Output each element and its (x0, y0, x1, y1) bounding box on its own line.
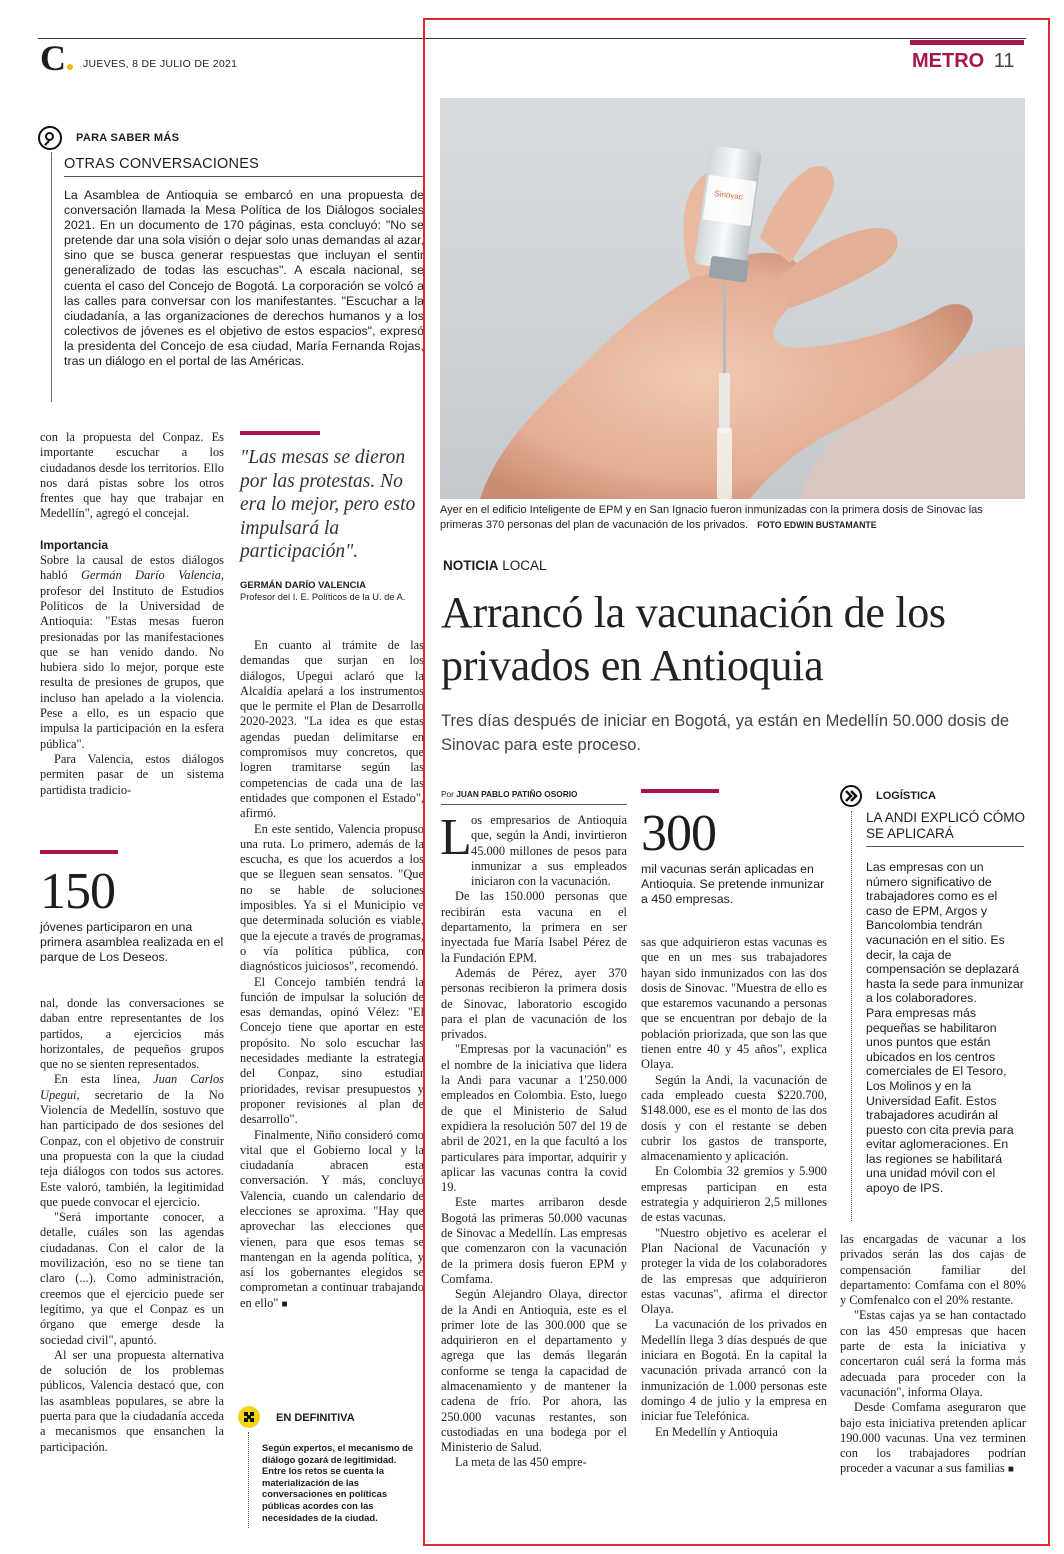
left-c2-p2: En este sentido, Valencia propuso una ruta. Lo primero, además de la escucha, es que los acuerdos a los que se lleguen sean sensatos. "Que no se hable de soluciones imposibles. Ya si el Municipio ve que determinada solución es viable, que la ejecute a través de programas, o vía política pública, con diagnósticos juiciosos", recomendó. (240, 821, 424, 974)
vaccine-photo-art (440, 98, 1025, 499)
article-kicker (443, 558, 547, 573)
logistica-text (866, 860, 1024, 1196)
article-p7: La meta de las 450 empre- (455, 1455, 587, 1470)
logo-letter: C (40, 38, 66, 78)
logistica-title: LA ANDI EXPLICÓ CÓMO SE APLICARÁ (866, 810, 1026, 841)
article-headline: Arrancó la vacunación de los privados en Antioquia (441, 588, 946, 690)
byline-name: JUAN PABLO PATIÑO OSORIO (456, 789, 578, 799)
photo-credit: FOTO EDWIN BUSTAMANTE (757, 519, 877, 530)
definitiva-kicker: EN DEFINITIVA (276, 1412, 355, 1424)
left-c2-p3: El Concejo también tendrá la función de impulsar la solución de esas demandas, opinó Vélez: "El Concejo tiene que aportar en este propósito. No solo escuchar las necesidades mediante la estrategia del Conpaz, sino estudiar prioridades, revisar presupuestos y proponer revisiones al plan de desarrollo". (240, 974, 424, 1127)
kicker-light: LOCAL (502, 558, 547, 573)
left-c1-p6: "Será importante conocer, a detalle, cuáles son las agendas ciudadanas. Con el calor de la movilización, eso no se tiene tan claro (...). Como administración, creemos que el ejercicio puede ser legítimo, ya que el Conpaz es un órgano que emerge desde la sociedad civil", apuntó. (40, 1210, 224, 1347)
stat-150-number: 150 (40, 863, 115, 920)
logistica-title-rule (866, 846, 1024, 847)
kicker-bold: NOTICIA (443, 558, 499, 573)
vaccine-photo (440, 98, 1025, 499)
double-chevron-icon (840, 785, 862, 807)
definitiva-box (238, 1406, 426, 1530)
stat-300-bar (641, 789, 719, 793)
article-c2-p6: En Medellín y Antioquia (655, 1424, 778, 1439)
article-p4: "Empresas por la vacunación" es el nombre de la iniciativa que lidera la Andi para vacunar a 1'250.000 empleados en Colombia. Esto, luego de que el Ministerio de Salud expidiera la resolución 507 del 19 de abril de 2021, en la que facultó a los particulares para importar, adquirir y aplicar las vacunas contra la covid 19. (441, 1042, 627, 1195)
logistica-rule (851, 811, 852, 1221)
left-column-1b (40, 996, 224, 1455)
header-date: JUEVES, 8 DE JULIO DE 2021 (83, 58, 238, 70)
definitiva-rule (248, 1432, 249, 1528)
article-p1: os empresarios de Antioquia que, según la Andi, invirtieron 45.000 millones de pesos para inmunizar a sus empleados iniciaron con la vacunación. (471, 813, 627, 889)
left-c1-p5 (40, 1072, 224, 1210)
dropcap: L (440, 809, 472, 866)
pull-quote: "Las mesas se dieron por las protestas. No era lo mejor, pero esto impulsará la participación". (240, 447, 416, 562)
end-mark-left: ■ (281, 1298, 288, 1310)
article-c3-p3-text: Desde Comfama aseguraron que bajo esta iniciativa pretenden aplicar 190.000 vacunas. Una vez terminen con los trabajadores podrían proceder a vacunar a sus familias (840, 1400, 1026, 1476)
byline-prefix: Por (441, 789, 454, 799)
left-c1-p2 (40, 553, 224, 752)
saber-kicker: PARA SABER MÁS (76, 132, 180, 144)
saber-box (38, 126, 426, 402)
left-c2-p4 (240, 1128, 424, 1313)
subhead-importancia: Importancia (40, 537, 109, 552)
logistica-kicker: LOGÍSTICA (876, 790, 936, 802)
article-c2-p4: "Nuestro objetivo es acelerar el Plan Nacional de Vacunación y proteger la vida de los colaboradores de las empresas que adquirieron estas vacunas", afirma el director Olaya. (641, 1225, 827, 1317)
article-c3-p2: "Estas cajas ya se han contactado con las 450 empresas que hacen parte de esta la iniciativa y concertaron cuál será la forma más adecuada para proceder con la vacunación", informa Olaya. (840, 1308, 1026, 1399)
left-c1-p1: con la propuesta del Conpaz. Es importante escuchar a los ciudadanos desde los territorios. Ello nos dará pistas sobre los otros frentes que hay que trabajar en Medellín", agregó el concejal. (40, 430, 224, 521)
photo-caption (440, 503, 1025, 532)
lightbulb-icon (38, 126, 62, 150)
article-dek: Tres días después de iniciar en Bogotá, ya están en Medellín 50.000 dosis de Sinovac para este proceso. (441, 712, 1010, 754)
left-c1-p2-a: Sobre la causal de estos diálogos habló (40, 553, 224, 583)
left-c1-p4: nal, donde las conversaciones se daban entre representantes de los partidos, a ejercicios más horizontales, de pequeños grupos que no se sienten representados. (40, 996, 224, 1072)
left-c1-p7: Al ser una propuesta alternativa de solución de los problemas públicos, Valencia destacó que, con las asambleas populares, se abre la puerta para que la ciudadanía acceda a mecanismos que ensanchen la participación. (40, 1347, 224, 1454)
quote-author: GERMÁN DARÍO VALENCIA (240, 580, 366, 591)
stat-150-text: jóvenes participaron en una primera asamblea realizada en el parque de Los Deseos. (40, 920, 224, 964)
photo-caption-text: Ayer en el edificio Inteligente de EPM y en San Ignacio fueron inmunizadas con la primera dosis de Sinovac las primeras 370 personas del plan de vacunación de los privados. (440, 504, 983, 531)
left-c2-p4-text: Finalmente, Niño consideró como vital que el Gobierno local y la ciudadanía abracen esta conversación. Y más, concluyó Valencia, cuando un calendario de elecciones se aproxima. "Hay que aprovechar las elecciones que vienen, para que esos temas se mantengan en la agenda política, y así los gobernantes elegidos se comprometan a continuar trabajando en ello" (240, 1127, 424, 1310)
saber-title-rule (64, 176, 424, 177)
quote-role: Profesor del I. E. Políticos de la U. de A. (240, 592, 406, 602)
article-column-1 (440, 809, 627, 1471)
logistica-p1: Las empresas con un número significativo de trabajadores como es el caso de EPM, Argos y Bancolombia tendrán vacunación en el sitio. Es decir, la caja de compensación se deplazará hasta la sede para inmunizar a los colaboradores. (866, 860, 1024, 1006)
logistica-box (840, 783, 1026, 1223)
stat-150-bar (40, 850, 118, 854)
article-c2-p1: sas que adquirieron estas vacunas es que en un mes sus trabajadores hayan sido inmunizados con las dos dosis de Sinovac. "Muestra de ello es que estaremos vacunando a personas que se encuentran por debajo de la población priorizada, que son las que tienen entre 40 y 45 años", explica Olaya. (641, 935, 827, 1072)
vial-label: Sinovac (713, 188, 744, 202)
definitiva-text: Según expertos, el mecanismo de diálogo gozará de legitimidad. Entre los retos se cuenta la materialización de las conversaciones en políticas públicas acordes con las necesidades de la ciudad. (262, 1442, 414, 1523)
article-c2-p2: Según la Andi, la vacunación de cada empleado cuesta $220.700, $148.000, ese es el monto de las dos dosis y con el restante se deben cubrir los gastos de transporte, almacenamiento y aplicación. (641, 1072, 827, 1164)
left-c2-p1: En cuanto al trámite de las demandas que surjan en los diálogos, Upegui aclaró que la Alcaldía apelará a los instrumentos que le permite el Plan de Desarrollo 2020-2023. "La idea es que estas agendas puedan delimitarse en compromisos muy concretos, que logren tramitarse según las competencias de cada una de las entidades que componen el Estado", afirmó. (240, 638, 424, 821)
byline (441, 789, 577, 799)
article-c3-p3 (840, 1400, 1026, 1477)
saber-left-rule (51, 152, 52, 402)
quote-bar (240, 431, 320, 435)
logistica-p2: Para empresas más pequeñas se habilitaron unos puntos que están ubicados en los centros comerciales de El Tesoro, Los Molinos y en la Universidad Eafit. Estos trabajadores acudirán al puesto con cita previa para evitar aglomeraciones. En las regiones se habilitará una unidad móvil con el apoyo de IPS. (866, 1005, 1014, 1196)
article-p6: Según Alejandro Olaya, director de la Andi en Antioquia, este es el primer lote de las 300.000 que se adquirieron en el departamento y agrega que las demás llegarán conforme se tenga la capacidad de almacenamiento y de mantener la cadena de frío. Por ahora, las 250.000 vacunas restantes, son custodiadas en una bodega por el Ministerio de Salud. (441, 1287, 627, 1455)
page-number: 11 (993, 50, 1015, 72)
left-column-1 (40, 430, 224, 798)
article-p3: Además de Pérez, ayer 370 personas recibieron la primera dosis de Sinovac, laboratorio escogido para el plan de vacunación de los privados. (441, 965, 627, 1042)
checker-icon (238, 1406, 260, 1428)
left-c1-p2-name: Germán Darío Valencia (81, 568, 221, 583)
left-c1-p3: Para Valencia, estos diálogos permiten pasar de un sistema partidista tradicio- (40, 751, 224, 797)
saber-title: OTRAS CONVERSACIONES (64, 156, 259, 172)
article-c3-p1: las encargadas de vacunar a los privados serán las dos cajas de compensación familiar del departamento: Comfama con el 80% y Comfenalco con el 20% restante. (840, 1232, 1026, 1308)
left-c1-p5-a: En esta línea, (54, 1072, 154, 1087)
newspaper-logo (40, 40, 73, 76)
saber-text: La Asamblea de Antioquia se embarcó en una propuesta de conversación llamada la Mesa Política de los Diálogos sociales 2021. En un documento de 170 páginas, esta concluyó: "No se pretende dar una sola visión o dejar solo unas demandas al azar, sino que se busca generar respuestas que incluyan el sentir generalizado de todas las escuchas". A escala nacional, se cuenta el caso del Concejo de Bogotá. La corporación se volcó a las calles para conversar con los manifestantes. "Escuchar a la ciudadanía, a las organizaciones de derechos humanos y a los colectivos de jóvenes es el objetivo de estos espacios", expresó la presidenta del Concejo de esa ciudad, María Fernanda Rojas, tras un diálogo en el portal de las Américas. (64, 188, 424, 369)
section-name: METRO (912, 50, 985, 72)
stat-300-number: 300 (641, 805, 716, 862)
article-c2-p3: En Colombia 32 gremios y 5.900 empresas participan en esta estrategia y adquirieron 2,5 millones de estas vacunas. (641, 1164, 827, 1225)
article-p2: De las 150.000 personas que recibirán esta vacuna en el departamento, la primera en ser inyectada fue María Isabel Pérez de la Fundación EPM. (441, 889, 627, 965)
logo-dot-icon (67, 64, 73, 70)
left-c1-p5-b: , secretario de la No Violencia de Medellín, sostuvo que han participado de dos sesiones del Conpaz, con el objetivo de construir una propuesta con la que la ciudad teja diálogos con todos sus actores. Este valoró, también, la legitimidad que puede convocar el ejercicio. (40, 1087, 224, 1209)
article-column-3 (840, 1232, 1026, 1478)
article-c2-p5: La vacunación de los privados en Medellín llega 3 días después de que iniciara en Bogotá. En la capital la vacunación privada arrancó con la inmunización de 1.000 personas este domingo 4 de julio y la empresa en iniciar fue Telefónica. (641, 1317, 827, 1424)
left-column-2 (240, 638, 424, 1312)
left-c1-p5-name: Juan Carlos Upegui (40, 1072, 224, 1102)
left-c1-p2-b: , profesor del Instituto de Estudios Políticos de la Universidad de Antioquia: "Estas mesas fueron presionadas por las manifestaciones que se han venido dando. No hubiera sido lo mejor, porque este resulta de presiones de grupos, que incluso han apelado a la violencia. Pese a ello, es un espacio que impulsa la participación en la esfera pública". (40, 568, 224, 751)
byline-rule (441, 804, 627, 805)
stat-300-text: mil vacunas serán aplicadas en Antioquia. Se pretende inmunizar a 450 empresas. (641, 862, 825, 906)
article-p5: Este martes arribaron desde Bogotá las primeras 50.000 vacunas de Sinovac a Medellín. Las empresas que comenzaron con la vacunación de la primera dosis fueron EPM y Comfama. (441, 1195, 627, 1286)
article-column-2 (641, 935, 827, 1440)
end-mark-article: ■ (1007, 1464, 1014, 1476)
